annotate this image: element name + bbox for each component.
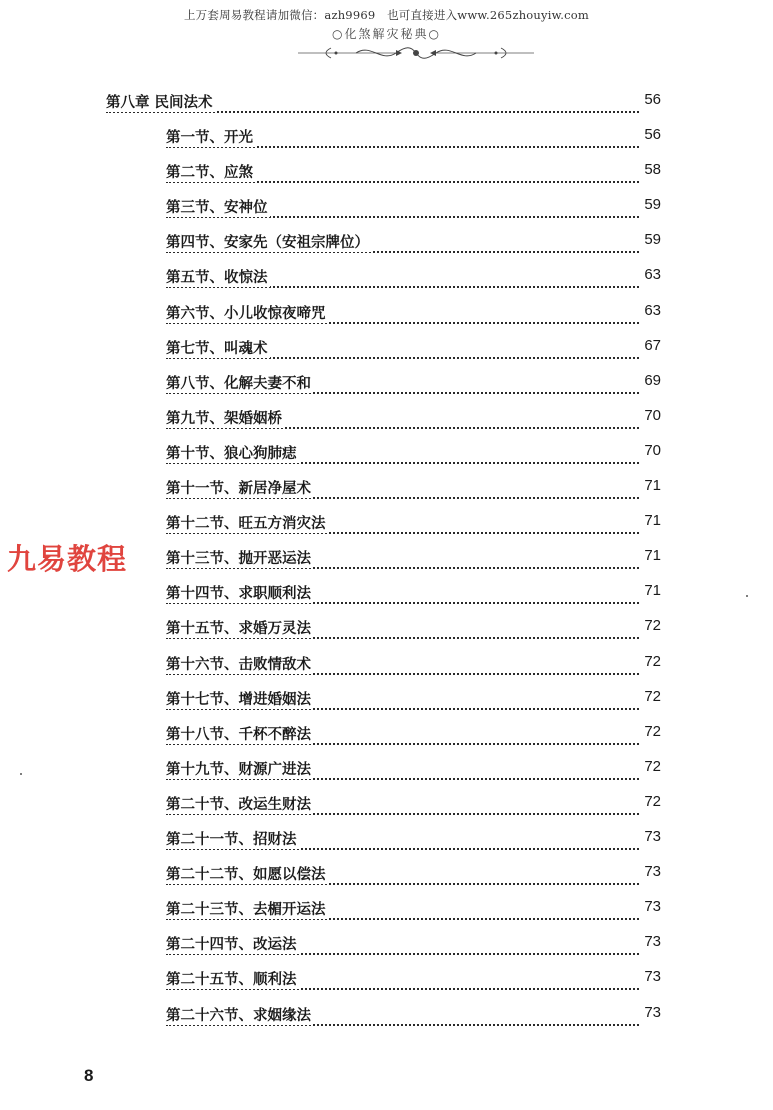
toc-section-row[interactable]	[0, 723, 773, 747]
toc-section-page: 72	[644, 652, 661, 670]
toc-section-row[interactable]	[0, 582, 773, 606]
toc-section-row[interactable]	[0, 407, 773, 431]
toc-section-title: 第十七节、增进婚姻法	[166, 688, 313, 709]
toc-section-row[interactable]	[0, 266, 773, 290]
toc-section-row[interactable]	[0, 477, 773, 501]
toc-section-title: 第十二节、旺五方消灾法	[166, 512, 328, 533]
toc-section-row[interactable]	[0, 828, 773, 852]
toc-section-title: 第四节、安家先（安祖宗牌位）	[166, 231, 371, 252]
toc-section-title: 第二十六节、求姻缘法	[166, 1004, 313, 1025]
toc-section-page: 67	[644, 336, 661, 354]
toc-section-row[interactable]	[0, 968, 773, 992]
toc-section-title: 第五节、收惊法	[166, 266, 270, 287]
toc-section-page: 71	[644, 512, 661, 530]
toc-section-title: 第二十节、改运生财法	[166, 793, 313, 814]
toc-section-row[interactable]	[0, 337, 773, 361]
toc-section-title: 第二十三节、去楣开运法	[166, 898, 328, 919]
toc-section-title: 第十三节、抛开恶运法	[166, 547, 313, 568]
toc-section-title: 第十五节、求婚万灵法	[166, 617, 313, 638]
toc-section-title: 第二十四节、改运法	[166, 933, 299, 954]
toc-section-page: 73	[644, 968, 661, 986]
toc-section-row[interactable]	[0, 688, 773, 712]
toc-section-row[interactable]	[0, 512, 773, 536]
toc-section-title: 第十四节、求职顺利法	[166, 582, 313, 603]
toc-section-title: 第九节、架婚姻桥	[166, 407, 284, 428]
toc-section-title: 第一节、开光	[166, 126, 255, 147]
toc-section-row[interactable]	[0, 863, 773, 887]
toc-section-page: 63	[644, 301, 661, 319]
toc-section-page: 70	[644, 406, 661, 424]
toc-section-title: 第十六节、击败情敌术	[166, 653, 313, 674]
toc-section-page: 56	[644, 126, 661, 143]
toc-section-page: 72	[644, 722, 661, 740]
toc-section-page: 73	[644, 828, 661, 845]
page-number: 8	[84, 1066, 94, 1085]
toc-section-title: 第七节、叫魂术	[166, 337, 270, 358]
toc-section-title: 第十九节、财源广进法	[166, 758, 313, 779]
toc-section-row[interactable]	[0, 933, 773, 957]
toc-section-title: 第三节、安神位	[166, 196, 270, 217]
toc-section-page: 72	[644, 792, 661, 810]
toc-chapter-page: 56	[644, 91, 661, 108]
side-watermark: 九易教程	[7, 542, 128, 576]
toc-section-page: 69	[644, 371, 661, 389]
toc-section-page: 71	[644, 477, 661, 494]
toc-section-row[interactable]	[0, 372, 773, 396]
header-watermark-text: 上万套周易教程请加微信：azh9969 也可直接进入www.265zhouyiw.com	[183, 8, 590, 22]
toc-section-page: 72	[644, 687, 661, 705]
scan-speck	[746, 595, 748, 597]
toc-section-page: 73	[644, 863, 661, 881]
decorative-ornament-icon	[296, 38, 536, 68]
toc-section-row[interactable]	[0, 442, 773, 466]
toc-section-row[interactable]	[0, 126, 773, 150]
toc-section-page: 70	[644, 441, 661, 459]
toc-section-page: 72	[644, 617, 661, 635]
toc-section-page: 71	[644, 547, 661, 565]
toc-section-page: 71	[644, 582, 661, 600]
toc-section-row[interactable]	[0, 196, 773, 220]
toc-section-row[interactable]	[0, 547, 773, 571]
toc-section-title: 第八节、化解夫妻不和	[166, 372, 313, 393]
toc-section-row[interactable]	[0, 758, 773, 782]
toc-section-page: 63	[644, 266, 661, 284]
toc-section-title: 第十节、狼心狗肺痣	[166, 442, 299, 463]
toc-section-page: 73	[644, 933, 661, 951]
scan-speck	[20, 773, 22, 775]
toc-section-title: 第二节、应煞	[166, 161, 255, 182]
toc-section-row[interactable]	[0, 161, 773, 185]
toc-section-page: 59	[644, 196, 661, 214]
toc-section-title: 第六节、小儿收惊夜啼咒	[166, 302, 328, 323]
toc-section-row[interactable]	[0, 793, 773, 817]
toc-section-title: 第二十一节、招财法	[166, 828, 299, 849]
toc-section-page: 73	[644, 1003, 661, 1021]
toc-section-title: 第二十五节、顺利法	[166, 968, 299, 989]
toc-chapter-title: 第八章 民间法术	[106, 91, 215, 112]
toc-section-title: 第十一节、新居净屋术	[166, 477, 313, 498]
toc-chapter-row[interactable]	[0, 91, 773, 115]
toc-section-page: 72	[644, 757, 661, 775]
toc-section-page: 73	[644, 898, 661, 916]
toc-section-title: 第十八节、千杯不醉法	[166, 723, 313, 744]
toc-section-row[interactable]	[0, 1004, 773, 1028]
toc-section-row[interactable]	[0, 231, 773, 255]
toc-section-row[interactable]	[0, 302, 773, 326]
toc-section-row[interactable]	[0, 617, 773, 641]
toc-section-row[interactable]	[0, 898, 773, 922]
toc-section-page: 58	[644, 161, 661, 179]
toc-section-page: 59	[644, 231, 661, 249]
toc-section-row[interactable]	[0, 653, 773, 677]
toc-section-title: 第二十二节、如愿以偿法	[166, 863, 328, 884]
running-book-title: ○化煞解灾秘典○	[332, 27, 441, 41]
